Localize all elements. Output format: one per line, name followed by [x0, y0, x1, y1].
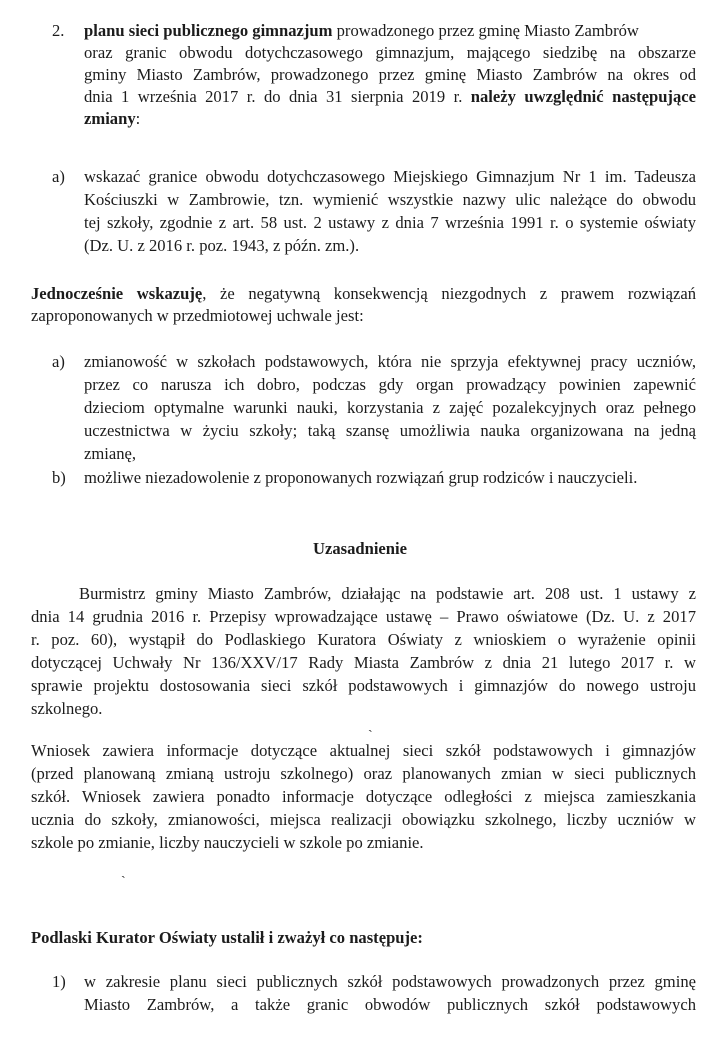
para1-line: r. poz. 60), wystąpił do Podlaskiego Kuratora Oświaty z wnioskiem o wyrażenie opinii [31, 630, 696, 649]
para2-line: Wniosek zawiera informacje dotyczące aktualnej sieci szkół podstawowych i gimnazjów [31, 741, 696, 760]
notice-a-line: uczestnictwa w życiu szkoły; taką szansę umożliwia nauka organizowana na jedną [84, 421, 696, 440]
para1-line: dotyczącej Uchwały Nr 136/XXV/17 Rady Miasta Zambrów z dnia 21 lutego 2017 r. w [31, 653, 696, 672]
para2-line: szkół. Wniosek zawiera ponadto informacje dotyczące odległości z miejsca zamieszkania [31, 787, 696, 806]
scan-speck: ˎ [121, 864, 126, 879]
item2-line1 [84, 21, 696, 41]
list-marker: a) [52, 167, 65, 186]
list-marker: 1) [52, 972, 66, 991]
item2-text: dnia 1 września 2017 r. do dnia 31 sierpnia 2019 r. [84, 87, 471, 106]
item2-bold: zmiany [84, 109, 136, 128]
item2-line3: gminy Miasto Zambrów, prowadzonego przez gminę Miasto Zambrów na okres od [84, 65, 696, 84]
item2-bold: planu sieci publicznego gimnazjum [84, 21, 333, 40]
notice-a-line: zmianowość w szkołach podstawowych, która nie sprzyja efektywnej pracy uczniów, [84, 352, 696, 371]
notice-a-line: zmianę, [84, 444, 137, 463]
item2-text: : [135, 109, 141, 128]
finding1-line: Miasto Zambrów, a także granic obwodów publicznych szkół podstawowych [84, 995, 696, 1014]
para2-line: ucznia do szkoły, zmianowości, miejsca realizacji obowiązku szkolnego, liczby uczniów w [31, 810, 696, 829]
notice-text: , że negatywną konsekwencją niezgodnych z prawem rozwiązań [202, 284, 696, 303]
notice-line1 [31, 284, 696, 304]
section-title: Uzasadnienie [312, 539, 408, 558]
finding1-line: w zakresie planu sieci publicznych szkół podstawowych prowadzonych przez gminę [84, 972, 696, 991]
list-marker: b) [52, 468, 66, 487]
item2a-line: wskazać granice obwodu dotychczasowego Miejskiego Gimnazjum Nr 1 im. Tadeusza [84, 167, 696, 186]
para1-line: szkolnego. [31, 699, 103, 718]
notice-a-line: dzieciom optymalne warunki nauki, korzystania z zajęć pozalekcyjnych oraz pełnego [84, 398, 696, 417]
notice-bold: Jednocześnie wskazuję [31, 284, 203, 303]
para2-line: (przed planowaną zmianą ustroju szkolnego) oraz planowanych zmian w sieci publicznych [31, 764, 696, 783]
scan-speck: ˏ [368, 718, 373, 733]
para2-line: szkole po zmianie, liczby nauczycieli w szkole po zmianie. [31, 833, 424, 852]
item2a-line: tej szkoły, zgodnie z art. 58 ust. 2 ustawy z dnia 7 września 1991 r. o systemie oświaty [84, 213, 696, 232]
item2-line5 [84, 109, 140, 129]
notice-line2: zaproponowanych w przedmiotowej uchwale jest: [31, 306, 364, 325]
item2-text: prowadzonego przez gminę Miasto Zambrów [332, 21, 639, 40]
para1-line: Burmistrz gminy Miasto Zambrów, działając na podstawie art. 208 ust. 1 ustawy z [79, 584, 696, 603]
notice-a-line: przez co narusza ich dobro, podczas gdy organ prowadzący powinien zapewnić [84, 375, 696, 394]
para1-line: sprawie projektu dostosowania sieci szkół podstawowych i gimnazjów do nowego ustroju [31, 676, 696, 695]
list-marker: 2. [52, 21, 65, 40]
notice-b-line: możliwe niezadowolenie z proponowanych rozwiązań grup rodziców i nauczycieli. [84, 468, 638, 487]
item2a-line: Kościuszki w Zambrowie, tzn. wymienić wszystkie nazwy ulic należące do obwodu [84, 190, 696, 209]
item2-bold: należy uwzględnić następujące [470, 87, 696, 106]
item2-line2: oraz granic obwodu dotychczasowego gimnazjum, mającego siedzibę na obszarze [84, 43, 696, 62]
item2a-line: (Dz. U. z 2016 r. poz. 1943, z późn. zm.). [84, 236, 360, 255]
list-marker: a) [52, 352, 65, 371]
item2-line4 [84, 87, 696, 107]
findings-heading: Podlaski Kurator Oświaty ustalił i zważył co następuje: [31, 928, 423, 947]
para1-line: dnia 14 grudnia 2016 r. Przepisy wprowadzające ustawę – Prawo oświatowe (Dz. U. z 2017 [31, 607, 696, 626]
